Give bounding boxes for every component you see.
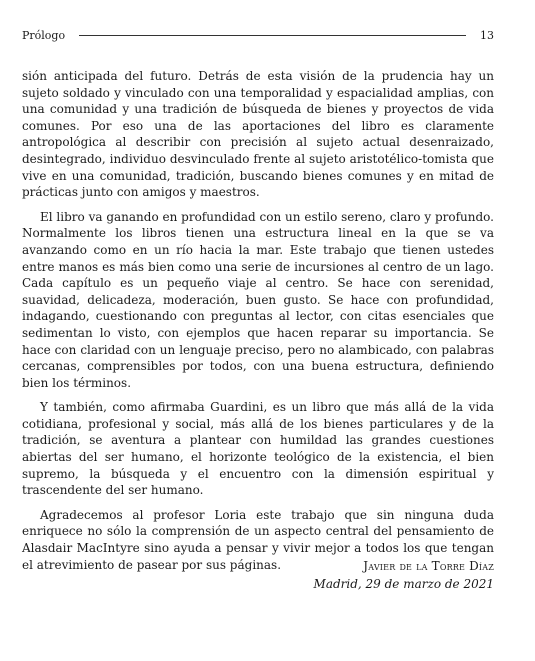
paragraph: Y también, como afirmaba Guardini, es un libro que más allá de la vida cotidiana, profesional y social, más allá de los bienes particulares y de la tradición, se aventura a plantear con humildad las grandes cuestiones abiertas del ser humano, el horizonte teológico de la existencia, el bien supremo, la búsqueda y el encuentro con la dimensión espiritual y trascendente del ser humano. <box>22 400 494 498</box>
place-date: Madrid, 29 de marzo de 2021 <box>313 577 494 591</box>
signature-block <box>314 557 494 593</box>
header-rule <box>79 35 466 36</box>
section-title: Prólogo <box>22 28 66 42</box>
author-name: Javier de la Torre Díaz <box>363 559 494 573</box>
page-number: 13 <box>480 28 494 42</box>
paragraph-continuation: sión anticipada del futuro. Detrás de esta visión de la prudencia hay un sujeto soldado y vinculado con una temporalidad y espacialidad amplias, con una comunidad y una tradición de búsqueda de bienes y proyectos de vida comunes. Por eso una de las aportaciones del libro es claramente antropológica al describir con precisión al sujeto actual desenraizado, desintegrado, individuo desvinculado frente al sujeto aristotélico-tomista que vive en una comunidad, tradición, buscando bienes comunes y en mitad de prácticas junto con amigos y maestros. <box>22 69 494 200</box>
paragraph: El libro va ganando en profundidad con un estilo sereno, claro y profundo. Normalmente los libros tienen una estructura lineal en la que se va avanzando como en un río hacia la mar. Este trabajo que tienen ustedes entre manos es más bien como una serie de incursiones al centro de un lago. Cada capítulo es un pequeño viaje al centro. Se hace con serenidad, suavidad, delicadeza, moderación, buen gusto. Se hace con profundidad, indagando, cuestionando con preguntas al lector, con citas esenciales que sedimentan lo visto, con ejemplos que hacen reparar su importancia. Se hace con claridad con un lenguaje preciso, pero no alambicado, con palabras cercanas, comprensibles por todos, con una buena estructura, definiendo bien los términos. <box>22 209 494 390</box>
running-header <box>22 27 494 43</box>
body-text <box>22 68 494 581</box>
paragraph: Agradecemos al profesor Loria este trabajo que sin ninguna duda enriquece no sólo la comprensión de un aspecto central del pensamiento de Alasdair MacIntyre sino ayuda a pensar y vivir mejor a todos los que tengan el atrevimiento de pasear por sus páginas. <box>22 507 494 572</box>
